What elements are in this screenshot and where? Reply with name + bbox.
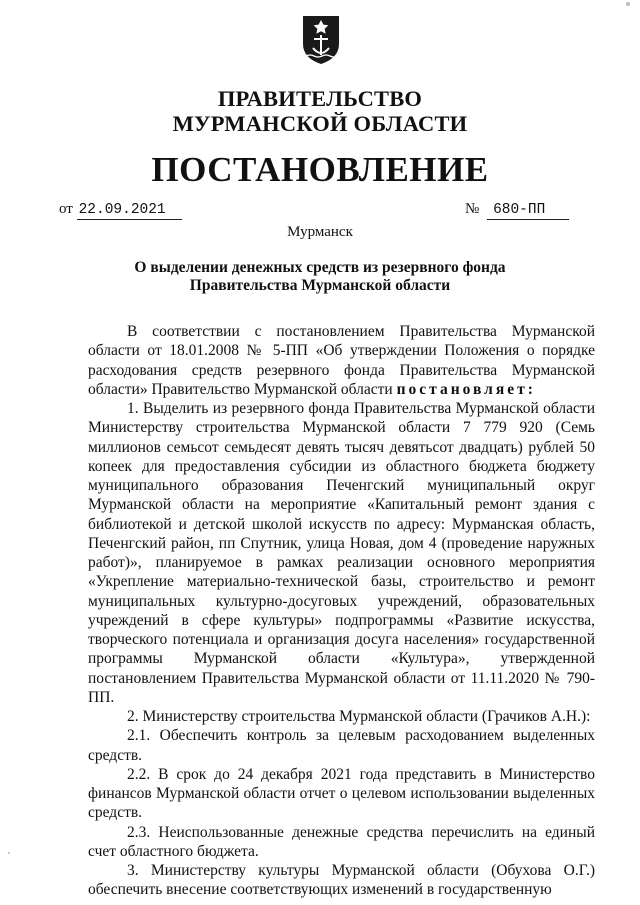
- paragraph-3: 3. Министерству культуры Мурманской области (Обухова О.Г.) обеспечить внесение соответствующих изменений в государственную: [88, 862, 595, 899]
- paragraph-2: 2. Министерству строительства Мурманской области (Грачиков А.Н.):: [127, 708, 591, 725]
- document-title-line2: Правительства Мурманской области: [189, 277, 451, 294]
- document-number: 680-ПП: [487, 201, 569, 220]
- paragraph-2-1: 2.1. Обеспечить контроль за целевым расходованием выделенных средств.: [88, 727, 595, 764]
- document-title-line1: О выделении денежных средств из резервного фонда: [134, 259, 506, 276]
- number-field: [465, 200, 569, 220]
- scan-speck: [626, 2, 630, 6]
- government-name-line1: ПРАВИТЕЛЬСТВО: [217, 86, 423, 111]
- intro-text: В соответствии с постановлением Правительства Мурманской области от 18.01.2008 № 5-ПП «Об утверждении Положения о порядке расходования средств резервного фонда Правительства Мурманской области» Правительство Мурманской области: [88, 323, 595, 398]
- coat-of-arms-icon: [300, 14, 342, 66]
- date-prefix: от: [59, 201, 73, 217]
- government-name-line2: МУРМАНСКОЙ ОБЛАСТИ: [172, 111, 468, 136]
- number-prefix: №: [465, 201, 480, 217]
- document-type-heading: ПОСТАНОВЛЕНИЕ: [151, 150, 489, 189]
- scan-speck: [8, 852, 10, 854]
- resolves-emphasis: постановляет:: [396, 380, 536, 398]
- paragraph-2-2: 2.2. В срок до 24 декабря 2021 года представить в Министерство финансов Мурманской области отчет о целевом использовании выделенных средств.: [88, 765, 595, 822]
- city-name: Мурманск: [287, 224, 353, 240]
- date-field: [59, 200, 182, 220]
- document-body: [88, 322, 595, 900]
- intro-paragraph: [88, 322, 595, 399]
- paragraph-2-3: 2.3. Неиспользованные денежные средства перечислить на единый счет областного бюджета.: [88, 823, 595, 860]
- document-date: 22.09.2021: [77, 201, 182, 220]
- paragraph-1: 1. Выделить из резервного фонда Правительства Мурманской области Министерству строительства Мурманской области 7 779 920 (Семь миллионов семьсот семьдесят девять тысяч девятьсот двадцать) рублей 50 копеек для предоставления субсидии из областного бюджета бюджету муниципального образования Печенгский муниципальный округ Мурманской области на мероприятие «Капитальный ремонт здания с библиотекой и детской школой искусств по адресу: Мурманская область, Печенгский район, пп Спутник, улица Новая, дом 4 (проведение наружных работ)», планируемое в рамках реализации основного мероприятия «Укрепление материально-технической базы, строительство и ремонт муниципальных культурно-досуговых учреждений, образовательных учреждений в сфере культуры» подпрограммы «Развитие искусства, творческого потенциала и организация досуга населения» государственной программы Мурманской области «Культура», утвержденной постановлением Правительства Мурманской области от 11.11.2020 № 790-ПП.: [88, 400, 595, 706]
